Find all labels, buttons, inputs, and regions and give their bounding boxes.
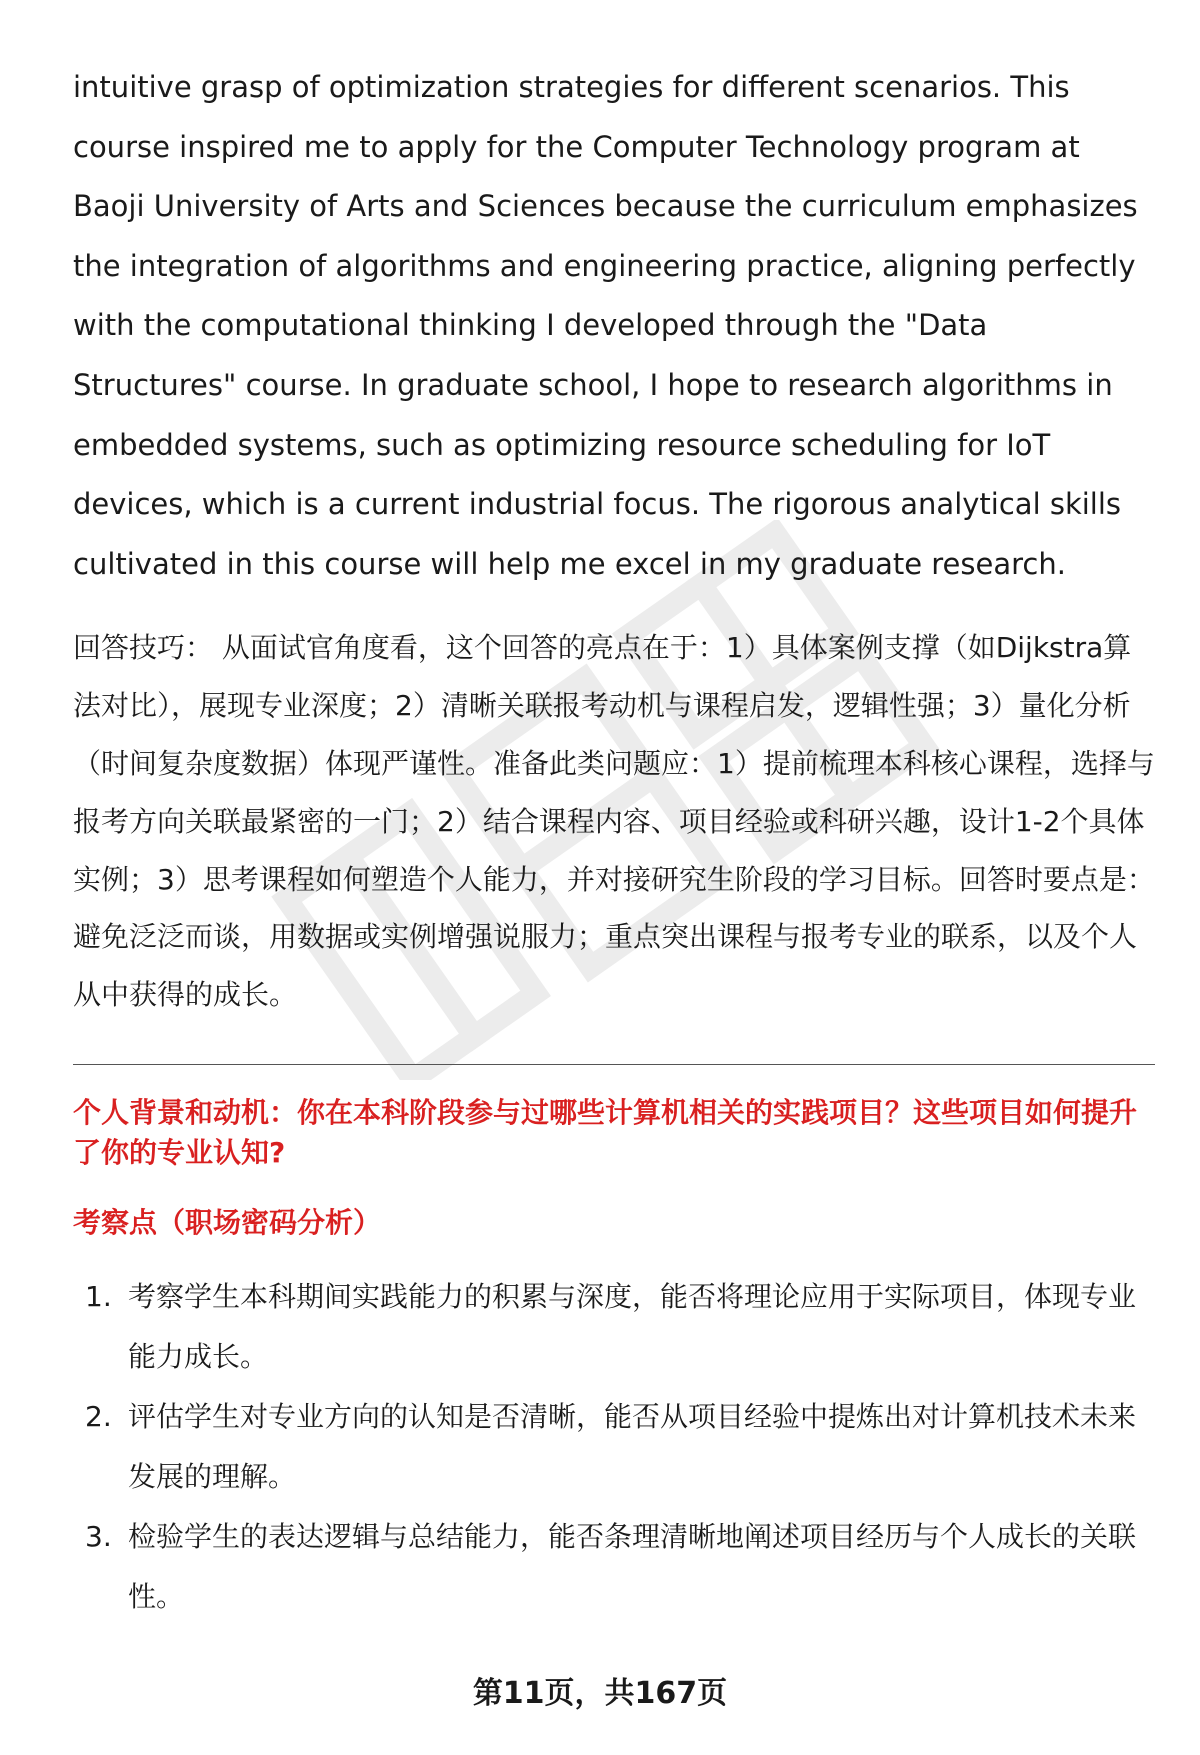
- answer-tips-paragraph: 回答技巧： 从面试官角度看，这个回答的亮点在于：1）具体案例支撑（如Dijkstra算法对比），展现专业深度；2）清晰关联报考动机与课程启发，逻辑性强；3）量化分析（时间复杂度数据）体现严谨性。准备此类问题应：1）提前梳理本科核心课程，选择与报考方向关联最紧密的一门；2）结合课程内容、项目经验或科研兴趣，设计1-2个具体实例；3）思考课程如何塑造个人能力，并对接研究生阶段的学习目标。回答时要点是：避免泛泛而谈，用数据或实例增强说服力；重点突出课程与报考专业的联系，以及个人从中获得的成长。: [73, 631, 1155, 1012]
- assessment-item-number: 1.: [85, 1279, 112, 1313]
- assessment-item: [73, 1387, 1155, 1507]
- assessment-heading: 考察点（职场密码分析）: [73, 1205, 382, 1239]
- intro-paragraph: intuitive grasp of optimization strategies for different scenarios. This course inspired me to apply for the Computer Technology program at Baoji University of Arts and Sciences because the curriculum emphasizes the integration of algorithms and engineering practice, aligning perfectly with the computational thinking I developed through the "Data Structures" course. In graduate school, I hope to research algorithms in embedded systems, such as optimizing resource scheduling for IoT devices, which is a current industrial focus. The rigorous analytical skills cultivated in this course will help me excel in my graduate research.: [73, 70, 1138, 581]
- page-number-footer: 第11页，共167页: [472, 1676, 728, 1711]
- assessment-item-text: 检验学生的表达逻辑与总结能力，能否条理清晰地阐述项目经历与个人成长的关联性。: [128, 1519, 1137, 1613]
- assessment-item: [73, 1507, 1155, 1627]
- assessment-item-number: 3.: [85, 1519, 112, 1553]
- document-page: [73, 58, 1155, 1627]
- assessment-list: [73, 1267, 1155, 1627]
- question-heading: 个人背景和动机：你在本科阶段参与过哪些计算机相关的实践项目？这些项目如何提升了你的专业认知?: [73, 1095, 1138, 1169]
- assessment-item: [73, 1267, 1155, 1387]
- assessment-item-text: 评估学生对专业方向的认知是否清晰，能否从项目经验中提炼出对计算机技术未来发展的理解。: [128, 1399, 1137, 1493]
- section-divider: [73, 1064, 1155, 1065]
- assessment-item-number: 2.: [85, 1399, 112, 1433]
- assessment-item-text: 考察学生本科期间实践能力的积累与深度，能否将理论应用于实际项目，体现专业能力成长。: [128, 1279, 1137, 1373]
